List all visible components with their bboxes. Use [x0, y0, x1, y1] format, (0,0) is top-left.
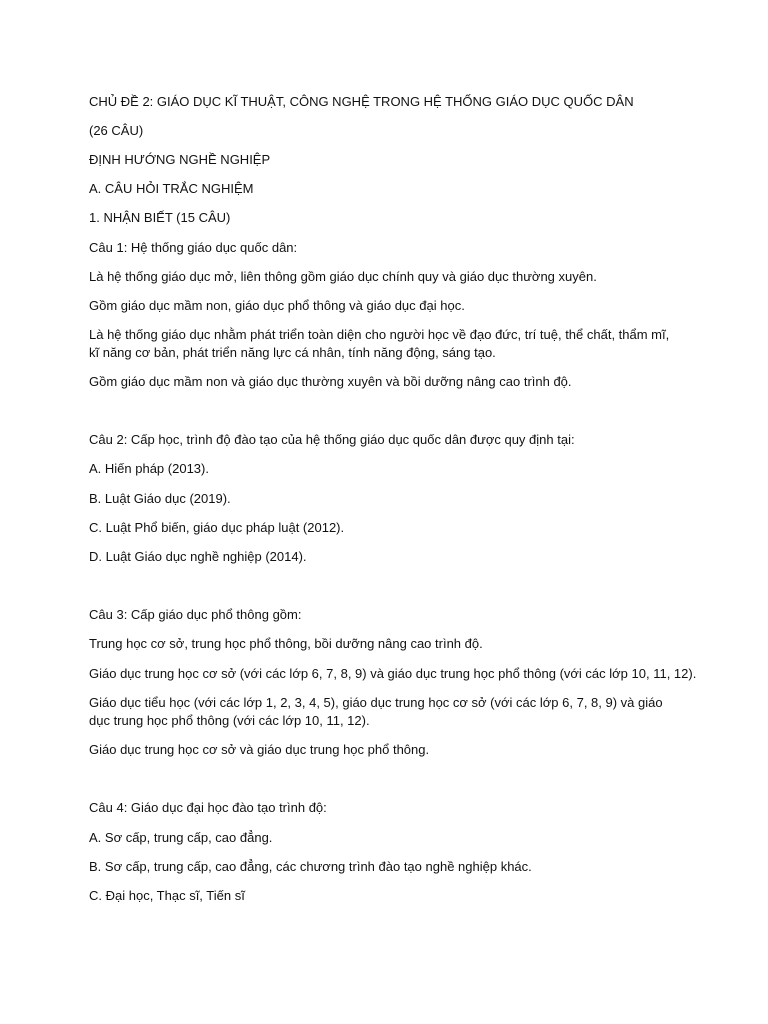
question-4: Câu 4: Giáo dục đại học đào tạo trình độ:: [89, 800, 327, 815]
question-1-option: Gồm giáo dục mầm non và giáo dục thường xuyên và bồi dưỡng nâng cao trình độ.: [89, 374, 572, 389]
document-page: [89, 0, 697, 1024]
document-subtitle: ĐỊNH HƯỚNG NGHỀ NGHIỆP: [89, 152, 271, 167]
subsection-heading: 1. NHẬN BIẾT (15 CÂU): [89, 210, 231, 225]
question-2-option: A. Hiến pháp (2013).: [89, 461, 209, 476]
question-4-option: A. Sơ cấp, trung cấp, cao đẳng.: [89, 830, 273, 845]
question-3-option: Trung học cơ sở, trung học phổ thông, bồi dưỡng nâng cao trình độ.: [89, 636, 483, 651]
question-1-option: Là hệ thống giáo dục nhằm phát triển toàn diện cho người học về đạo đức, trí tuệ, thể chất, thẩm mĩ, kĩ năng cơ bản, phát triển năng lực cá nhân, tính năng động, sáng tạo.: [89, 327, 670, 360]
question-3-option: Giáo dục trung học cơ sở và giáo dục trung học phổ thông.: [89, 742, 430, 757]
question-3-option: Giáo dục tiểu học (với các lớp 1, 2, 3, 4, 5), giáo dục trung học cơ sở (với các lớp 6, 7, 8, 9) và giáo dục trung học phổ thông (với các lớp 10, 11, 12).: [89, 695, 663, 728]
question-1-option: Là hệ thống giáo dục mở, liên thông gồm giáo dục chính quy và giáo dục thường xuyên.: [89, 269, 597, 284]
question-count: (26 CÂU): [89, 123, 144, 138]
question-2-option: B. Luật Giáo dục (2019).: [89, 491, 231, 506]
question-1: Câu 1: Hệ thống giáo dục quốc dân:: [89, 240, 298, 255]
section-heading: A. CÂU HỎI TRẮC NGHIỆM: [89, 181, 254, 196]
question-2-option: D. Luật Giáo dục nghề nghiệp (2014).: [89, 549, 307, 564]
question-4-option: B. Sơ cấp, trung cấp, cao đẳng, các chương trình đào tạo nghề nghiệp khác.: [89, 859, 532, 874]
question-2-option: C. Luật Phổ biến, giáo dục pháp luật (2012).: [89, 520, 345, 535]
question-4-option: C. Đại học, Thạc sĩ, Tiến sĩ: [89, 888, 245, 903]
question-1-option: Gồm giáo dục mầm non, giáo dục phổ thông và giáo dục đại học.: [89, 298, 465, 313]
document-title: CHỦ ĐỀ 2: GIÁO DỤC KĨ THUẬT, CÔNG NGHỆ TRONG HỆ THỐNG GIÁO DỤC QUỐC DÂN: [89, 94, 634, 109]
question-3-option: Giáo dục trung học cơ sở (với các lớp 6, 7, 8, 9) và giáo dục trung học phổ thông (với các lớp 10, 11, 12).: [89, 666, 697, 681]
question-2: Câu 2: Cấp học, trình độ đào tạo của hệ thống giáo dục quốc dân được quy định tại:: [89, 432, 575, 447]
question-3: Câu 3: Cấp giáo dục phổ thông gồm:: [89, 607, 302, 622]
